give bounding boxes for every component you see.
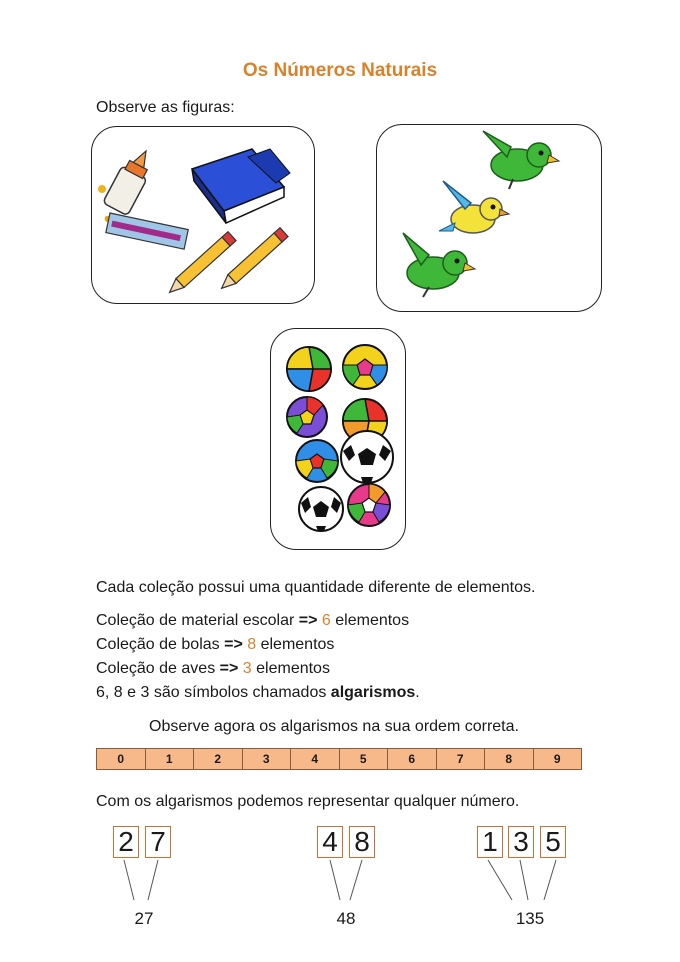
connector-line [520, 860, 528, 900]
digits-row [96, 748, 582, 770]
digit-cell: 7 [437, 749, 486, 769]
birds-box [376, 124, 602, 312]
digit-cell: 6 [388, 749, 437, 769]
example-result: 27 [134, 909, 154, 928]
birds-illustration [377, 125, 603, 313]
school-supplies-illustration [92, 127, 316, 305]
list-item: Coleção de material escolar => 6 elementos [96, 612, 410, 629]
digit-cell: 8 [485, 749, 534, 769]
book-icon [192, 149, 290, 223]
connector-line [488, 860, 512, 900]
digit-box: 2 [113, 826, 139, 858]
digit-cell: 5 [340, 749, 389, 769]
connector-line [350, 860, 362, 900]
connector-line [330, 860, 340, 900]
digit-box: 7 [145, 826, 171, 858]
volleyball-icon [287, 347, 331, 391]
digit-box: 1 [477, 826, 503, 858]
soccer-ball-icon-4 [341, 431, 393, 483]
example-result: 135 [515, 909, 545, 928]
soccer-ball-icon [343, 345, 387, 389]
digit-cell: 3 [243, 749, 292, 769]
digit-box: 8 [349, 826, 375, 858]
list-item: Coleção de bolas => 8 elementos [96, 636, 335, 653]
digit-cell: 2 [194, 749, 243, 769]
soccer-ball-icon-6 [348, 484, 390, 526]
collections-sentence: Cada coleção possui uma quantidade diferente de elementos. [96, 579, 536, 596]
digit-cell: 9 [534, 749, 582, 769]
order-intro: Observe agora os algarismos na sua ordem correta. [149, 718, 519, 735]
balls-box [270, 328, 406, 550]
soccer-ball-icon-3 [296, 440, 338, 482]
example-result: 48 [336, 909, 356, 928]
digit-box: 3 [508, 826, 534, 858]
page-title: Os Números Naturais [242, 60, 438, 81]
connector-line [544, 860, 556, 900]
soccer-ball-icon-5 [299, 487, 343, 531]
balls-illustration [271, 329, 407, 551]
collections-list [96, 609, 420, 705]
green-bird-icon-2 [403, 233, 475, 297]
ruler-icon [106, 213, 188, 249]
symbols-line: 6, 8 e 3 são símbolos chamados algarismos. [96, 684, 420, 701]
connector-line [124, 860, 134, 900]
digit-box: 4 [317, 826, 343, 858]
digit-box: 5 [540, 826, 566, 858]
digit-cell: 0 [97, 749, 146, 769]
yellow-bird-icon [439, 181, 509, 233]
digit-cell: 4 [291, 749, 340, 769]
soccer-ball-icon-2 [287, 397, 327, 437]
represent-intro: Com os algarismos podemos representar qualquer número. [96, 793, 520, 810]
school-supplies-box [91, 126, 315, 304]
connector-lines [0, 858, 680, 904]
green-bird-icon [483, 131, 559, 189]
connector-line [148, 860, 158, 900]
list-item: Coleção de aves => 3 elementos [96, 660, 330, 677]
digit-cell: 1 [146, 749, 195, 769]
intro-text: Observe as figuras: [96, 99, 235, 116]
